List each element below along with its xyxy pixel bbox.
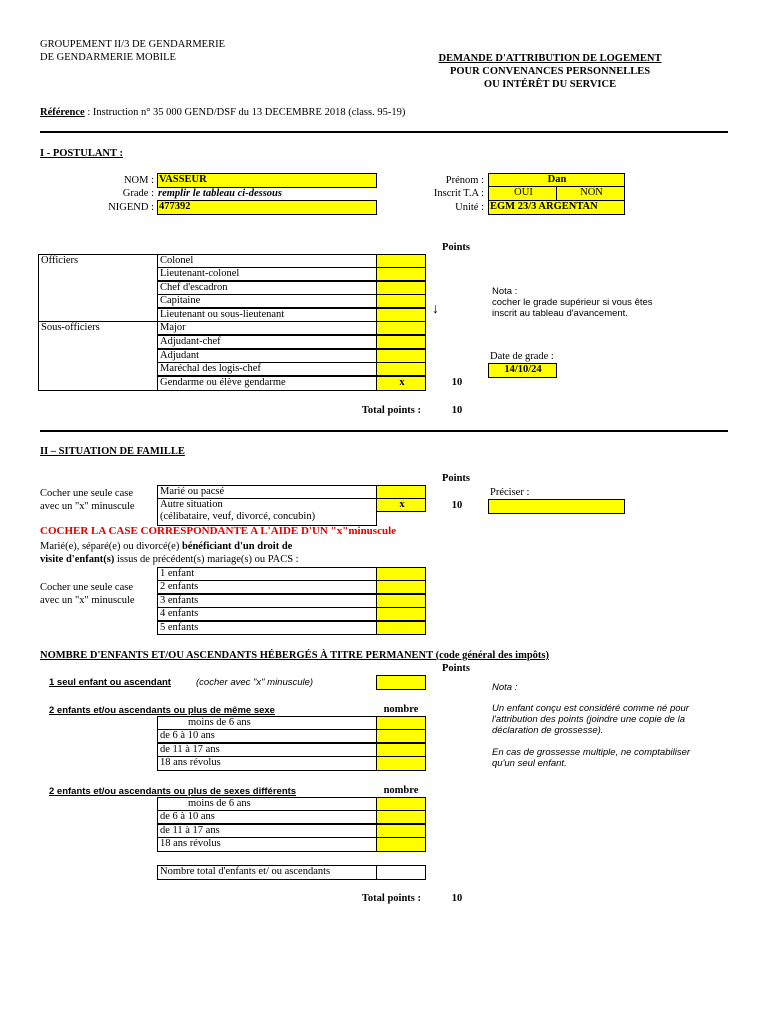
date-grade-label: Date de grade : bbox=[490, 351, 554, 362]
droit-text-bold: bénéficiant d'un droit de bbox=[181, 541, 293, 552]
age-row-label: moins de 6 ans bbox=[157, 797, 377, 811]
situation-checkbox[interactable]: x bbox=[376, 498, 426, 512]
nombre-field[interactable] bbox=[376, 824, 426, 838]
unite-field[interactable]: EGM 23/3 ARGENTAN bbox=[488, 200, 625, 215]
group-sous-officiers-label: Sous-officiers bbox=[41, 322, 100, 333]
nigend-label: NIGEND : bbox=[108, 202, 154, 213]
total-points-value: 10 bbox=[451, 405, 463, 416]
group-sous-officiers bbox=[38, 321, 158, 391]
grade-checkbox[interactable] bbox=[376, 308, 426, 322]
nombre-field[interactable] bbox=[376, 729, 426, 743]
grade-checkbox[interactable] bbox=[376, 349, 426, 363]
grade-checkbox[interactable] bbox=[376, 254, 426, 268]
nom-field[interactable]: VASSEUR bbox=[157, 173, 377, 188]
total-points-value: 10 bbox=[451, 893, 463, 904]
age-row-label: de 6 à 10 ans bbox=[157, 810, 377, 824]
enfant-checkbox[interactable] bbox=[376, 607, 426, 621]
situation-sublabel: (célibataire, veuf, divorcé, concubin) bbox=[160, 511, 316, 522]
total-enfants-label: Nombre total d'enfants et/ ou ascendants bbox=[157, 865, 377, 880]
nombre-field[interactable] bbox=[376, 716, 426, 730]
situation-label: Marié ou pacsé bbox=[157, 485, 377, 499]
reference-text: : Instruction n° 35 000 GEND/DSF du 13 DECEMBRE 2018 (class. 95-19) bbox=[84, 107, 406, 118]
nombre-header: nombre bbox=[383, 785, 419, 796]
instruction-text: Cocher une seule case bbox=[40, 488, 133, 499]
grade-checkbox[interactable] bbox=[376, 321, 426, 335]
enfant-row-label: 4 enfants bbox=[157, 607, 377, 621]
preciser-label: Préciser : bbox=[490, 487, 530, 498]
enfant-row-label: 2 enfants bbox=[157, 580, 377, 594]
droit-text: issus de précédent(s) mariage(s) ou PACS : bbox=[114, 554, 299, 565]
form-title-line-2: POUR CONVENANCES PERSONNELLES bbox=[449, 66, 651, 77]
preciser-field[interactable] bbox=[488, 499, 625, 514]
grade-row-label: Colonel bbox=[157, 254, 377, 268]
section-1-title: I - POSTULANT : bbox=[40, 148, 123, 159]
nota-line: En cas de grossesse multiple, ne comptabiliser bbox=[492, 747, 691, 758]
age-row-label: moins de 6 ans bbox=[157, 716, 377, 730]
meme-sexe-label: 2 enfants et/ou ascendants ou plus de même sexe bbox=[49, 705, 275, 716]
org-line-1: GROUPEMENT II/3 DE GENDARMERIE bbox=[40, 39, 226, 50]
nombre-header: nombre bbox=[383, 704, 419, 715]
nom-label: NOM : bbox=[123, 175, 154, 186]
nombre-field[interactable] bbox=[376, 756, 426, 771]
grade-row-label: Adjudant-chef bbox=[157, 335, 377, 349]
inscrit-oui-checkbox[interactable]: OUI bbox=[488, 186, 557, 201]
enfant-checkbox[interactable] bbox=[376, 594, 426, 608]
droit-text: Marié(e), séparé(e) ou divorcé(e) bbox=[40, 541, 182, 552]
nota-line: déclaration de grossesse). bbox=[492, 725, 604, 736]
instruction-text: avec un "x" minuscule bbox=[40, 595, 135, 606]
droit-visite-line-1 bbox=[40, 540, 292, 553]
points-header: Points bbox=[442, 473, 471, 484]
nota-line: l'attribution des points (joindre une copie de la bbox=[492, 714, 685, 725]
red-instruction: COCHER LA CASE CORRESPONDANTE A L'AIDE D'UN "x"minuscule bbox=[40, 525, 397, 537]
enfant-row-label: 3 enfants bbox=[157, 594, 377, 608]
section-3-title: NOMBRE D'ENFANTS ET/OU ASCENDANTS HÉBERGÉS À TITRE PERMANENT (code général des impôts) bbox=[40, 650, 550, 661]
enfant-checkbox[interactable] bbox=[376, 621, 426, 635]
age-row-label: de 6 à 10 ans bbox=[157, 729, 377, 743]
sexes-diff-label: 2 enfants et/ou ascendants ou plus de sexes différents bbox=[49, 786, 297, 797]
grade-row-label: Maréchal des logis-chef bbox=[157, 362, 377, 376]
date-grade-field[interactable]: 14/10/24 bbox=[488, 363, 557, 378]
points-header: Points bbox=[442, 242, 471, 253]
nombre-field[interactable] bbox=[376, 810, 426, 824]
prenom-field[interactable]: Dan bbox=[488, 173, 625, 188]
grade-label: Grade : bbox=[122, 188, 154, 199]
situation-label bbox=[157, 498, 377, 526]
grade-row-label: Capitaine bbox=[157, 294, 377, 308]
nombre-field[interactable] bbox=[376, 743, 426, 757]
grade-row-label: Lieutenant-colonel bbox=[157, 267, 377, 281]
reference-label: Référence bbox=[40, 107, 85, 118]
grade-row-label: Major bbox=[157, 321, 377, 335]
situation-checkbox[interactable] bbox=[376, 485, 426, 499]
points-header: Points bbox=[442, 663, 471, 674]
enfant-row-label: 5 enfants bbox=[157, 621, 377, 635]
enfant-row-label: 1 enfant bbox=[157, 567, 377, 581]
nota-title: Nota : bbox=[492, 682, 518, 693]
inscrit-ta-label: Inscrit T.A : bbox=[433, 188, 484, 199]
seul-enfant-hint: (cocher avec "x" minuscule) bbox=[196, 677, 314, 688]
grade-checkbox[interactable] bbox=[376, 294, 426, 308]
org-line-2: DE GENDARMERIE MOBILE bbox=[40, 52, 176, 63]
grade-row-label: Adjudant bbox=[157, 349, 377, 363]
age-row-label: de 11 à 17 ans bbox=[157, 824, 377, 838]
unite-label: Unité : bbox=[455, 202, 484, 213]
total-points-label: Total points : bbox=[361, 405, 421, 416]
total-enfants-field[interactable] bbox=[376, 865, 426, 880]
age-row-label: de 11 à 17 ans bbox=[157, 743, 377, 757]
total-points-label: Total points : bbox=[361, 893, 421, 904]
nigend-field[interactable]: 477392 bbox=[157, 200, 377, 215]
situation-points: 10 bbox=[451, 500, 463, 511]
nota-title: Nota : bbox=[492, 286, 518, 297]
divider bbox=[40, 430, 728, 432]
nota-line: qu'un seul enfant. bbox=[492, 758, 567, 769]
form-title-line-1: DEMANDE D'ATTRIBUTION DE LOGEMENT bbox=[438, 53, 662, 64]
grade-checkbox[interactable] bbox=[376, 362, 426, 376]
age-row-label: 18 ans révolus bbox=[157, 837, 377, 852]
grade-checkbox[interactable] bbox=[376, 267, 426, 281]
grade-row-label: Chef d'escadron bbox=[157, 281, 377, 295]
group-officiers-label: Officiers bbox=[41, 255, 79, 266]
seul-enfant-label: 1 seul enfant ou ascendant bbox=[49, 677, 171, 688]
reference-line bbox=[40, 106, 405, 119]
grade-hint: remplir le tableau ci-dessous bbox=[158, 188, 282, 199]
inscrit-non-checkbox[interactable]: NON bbox=[556, 186, 625, 201]
prenom-label: Prénom : bbox=[445, 175, 484, 186]
droit-text-bold: visite d'enfant(s) bbox=[40, 554, 115, 565]
enfant-checkbox[interactable] bbox=[376, 580, 426, 594]
nota-line: inscrit au tableau d'avancement. bbox=[492, 308, 628, 319]
seul-enfant-checkbox[interactable] bbox=[376, 675, 426, 690]
nota-line: cocher le grade supérieur si vous êtes bbox=[492, 297, 653, 308]
section-2-title: II – SITUATION DE FAMILLE bbox=[40, 446, 185, 457]
droit-visite-line-2 bbox=[40, 553, 299, 566]
situation-label-text: Autre situation bbox=[160, 499, 223, 510]
form-title-line-3: OU INTÉRÊT DU SERVICE bbox=[483, 79, 617, 90]
group-officiers bbox=[38, 254, 158, 322]
instruction-text: avec un "x" minuscule bbox=[40, 501, 135, 512]
nombre-field[interactable] bbox=[376, 837, 426, 852]
grade-row-label: Lieutenant ou sous-lieutenant bbox=[157, 308, 377, 322]
age-row-label: 18 ans révolus bbox=[157, 756, 377, 771]
nota-line: Un enfant conçu est considéré comme né pour bbox=[492, 703, 689, 714]
down-arrow-icon: ↓ bbox=[432, 302, 439, 317]
divider bbox=[40, 131, 728, 133]
grade-points: 10 bbox=[451, 377, 463, 388]
grade-checkbox[interactable] bbox=[376, 335, 426, 349]
enfant-checkbox[interactable] bbox=[376, 567, 426, 581]
grade-row-label: Gendarme ou élève gendarme bbox=[157, 376, 377, 391]
instruction-text: Cocher une seule case bbox=[40, 582, 133, 593]
grade-checkbox[interactable]: x bbox=[376, 376, 426, 391]
grade-checkbox[interactable] bbox=[376, 281, 426, 295]
nombre-field[interactable] bbox=[376, 797, 426, 811]
